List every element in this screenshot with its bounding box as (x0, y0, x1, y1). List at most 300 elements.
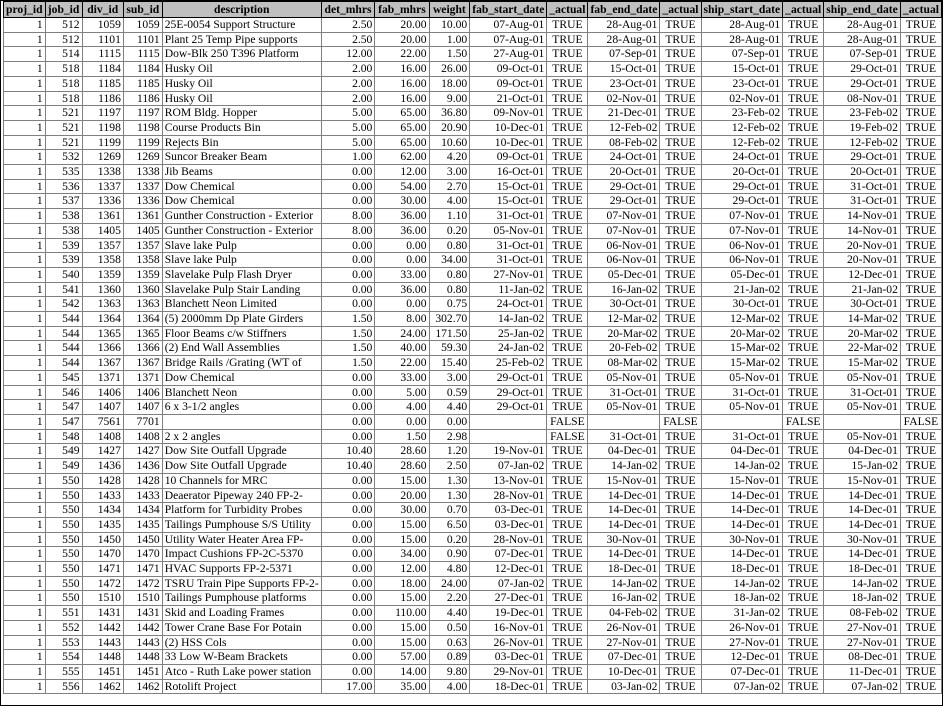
cell-fab-mhrs[interactable]: 14.00 (375, 664, 429, 679)
cell-fs-actual[interactable]: TRUE (547, 635, 588, 650)
cell-div-id[interactable]: 1407 (82, 400, 123, 415)
cell-fab-start-date[interactable]: 28-Nov-01 (470, 488, 547, 503)
cell-fab-start-date[interactable]: 19-Nov-01 (470, 444, 547, 459)
cell-ship-end-date[interactable]: 31-Oct-01 (824, 385, 901, 400)
cell-fab-mhrs[interactable]: 33.00 (375, 370, 429, 385)
cell-se-actual[interactable]: TRUE (900, 297, 941, 312)
cell-div-id[interactable]: 1448 (82, 650, 123, 665)
cell-ship-end-date[interactable]: 14-Dec-01 (824, 503, 901, 518)
cell-ss-actual[interactable]: TRUE (783, 562, 824, 577)
cell-proj-id[interactable]: 1 (4, 297, 46, 312)
cell-proj-id[interactable]: 1 (4, 591, 46, 606)
cell-div-id[interactable]: 1443 (82, 635, 123, 650)
cell-ship-end-date[interactable]: 22-Mar-02 (824, 341, 901, 356)
cell-fab-start-date[interactable] (470, 429, 547, 444)
cell-fab-end-date[interactable]: 14-Dec-01 (588, 503, 660, 518)
cell-job-id[interactable]: 546 (45, 385, 82, 400)
cell-fs-actual[interactable]: TRUE (547, 62, 588, 77)
cell-proj-id[interactable]: 1 (4, 547, 46, 562)
cell-ship-start-date[interactable]: 27-Nov-01 (701, 635, 783, 650)
cell-job-id[interactable]: 550 (45, 547, 82, 562)
cell-det-mhrs[interactable]: 0.00 (321, 400, 375, 415)
table-row[interactable] (4, 62, 942, 77)
cell-ss-actual[interactable]: TRUE (783, 473, 824, 488)
cell-fab-start-date[interactable]: 07-Jan-02 (470, 459, 547, 474)
cell-description[interactable]: Husky Oil (162, 91, 321, 106)
cell-se-actual[interactable]: TRUE (900, 47, 941, 62)
cell-fab-end-date[interactable]: 12-Mar-02 (588, 312, 660, 327)
cell-fs-actual[interactable]: TRUE (547, 370, 588, 385)
cell-fab-mhrs[interactable]: 62.00 (375, 150, 429, 165)
cell-weight[interactable]: 4.00 (429, 679, 470, 694)
cell-fab-mhrs[interactable]: 36.00 (375, 282, 429, 297)
cell-fab-start-date[interactable]: 15-Oct-01 (470, 194, 547, 209)
cell-div-id[interactable]: 1198 (82, 120, 123, 135)
cell-div-id[interactable]: 1435 (82, 517, 123, 532)
cell-description[interactable] (162, 414, 321, 429)
cell-ss-actual[interactable]: TRUE (783, 429, 824, 444)
cell-fe-actual[interactable]: FALSE (660, 414, 701, 429)
table-row[interactable] (4, 135, 942, 150)
cell-div-id[interactable]: 1186 (82, 91, 123, 106)
cell-fe-actual[interactable]: TRUE (660, 120, 701, 135)
cell-description[interactable]: Dow Site Outfall Upgrade (162, 459, 321, 474)
cell-div-id[interactable]: 1471 (82, 562, 123, 577)
cell-fs-actual[interactable]: TRUE (547, 517, 588, 532)
cell-det-mhrs[interactable]: 0.00 (321, 532, 375, 547)
cell-div-id[interactable]: 1360 (82, 282, 123, 297)
cell-fab-mhrs[interactable]: 16.00 (375, 91, 429, 106)
cell-ship-end-date[interactable]: 05-Nov-01 (824, 400, 901, 415)
cell-fab-mhrs[interactable]: 12.00 (375, 562, 429, 577)
cell-ship-start-date[interactable]: 07-Nov-01 (701, 209, 783, 224)
column-header-ship-start-date[interactable]: ship_start_date (701, 2, 783, 18)
cell-sub-id[interactable]: 1367 (123, 356, 162, 371)
cell-fab-mhrs[interactable]: 28.60 (375, 459, 429, 474)
cell-sub-id[interactable]: 1363 (123, 297, 162, 312)
cell-ship-start-date[interactable]: 15-Mar-02 (701, 356, 783, 371)
cell-ship-start-date[interactable]: 12-Dec-01 (701, 650, 783, 665)
cell-description[interactable]: Impact Cushions FP-2C-5370 (162, 547, 321, 562)
cell-fab-mhrs[interactable]: 24.00 (375, 326, 429, 341)
cell-ship-start-date[interactable]: 15-Nov-01 (701, 473, 783, 488)
cell-det-mhrs[interactable]: 0.00 (321, 253, 375, 268)
cell-fe-actual[interactable]: TRUE (660, 47, 701, 62)
cell-proj-id[interactable]: 1 (4, 620, 46, 635)
table-row[interactable] (4, 679, 942, 694)
cell-det-mhrs[interactable]: 0.00 (321, 664, 375, 679)
cell-proj-id[interactable]: 1 (4, 91, 46, 106)
cell-fab-end-date[interactable]: 20-Oct-01 (588, 165, 660, 180)
cell-ship-end-date[interactable]: 18-Dec-01 (824, 562, 901, 577)
cell-fe-actual[interactable]: TRUE (660, 606, 701, 621)
cell-fab-end-date[interactable]: 07-Nov-01 (588, 223, 660, 238)
cell-fs-actual[interactable]: TRUE (547, 620, 588, 635)
cell-fab-end-date[interactable]: 28-Aug-01 (588, 18, 660, 33)
cell-fab-end-date[interactable]: 28-Aug-01 (588, 32, 660, 47)
cell-weight[interactable]: 9.00 (429, 91, 470, 106)
cell-fe-actual[interactable]: TRUE (660, 18, 701, 33)
cell-job-id[interactable]: 550 (45, 591, 82, 606)
cell-det-mhrs[interactable]: 2.50 (321, 32, 375, 47)
cell-sub-id[interactable]: 1407 (123, 400, 162, 415)
cell-weight[interactable]: 2.70 (429, 179, 470, 194)
cell-ship-end-date[interactable]: 08-Feb-02 (824, 606, 901, 621)
cell-proj-id[interactable]: 1 (4, 473, 46, 488)
cell-ss-actual[interactable]: TRUE (783, 253, 824, 268)
cell-ship-end-date[interactable]: 28-Aug-01 (824, 32, 901, 47)
cell-fab-mhrs[interactable]: 20.00 (375, 18, 429, 33)
table-row[interactable] (4, 238, 942, 253)
cell-weight[interactable]: 0.50 (429, 620, 470, 635)
cell-fab-end-date[interactable]: 07-Sep-01 (588, 47, 660, 62)
column-header-description[interactable]: description (162, 2, 321, 18)
cell-fab-end-date[interactable]: 07-Dec-01 (588, 650, 660, 665)
cell-proj-id[interactable]: 1 (4, 341, 46, 356)
cell-sub-id[interactable]: 1364 (123, 312, 162, 327)
cell-det-mhrs[interactable]: 0.00 (321, 267, 375, 282)
cell-fs-actual[interactable]: TRUE (547, 179, 588, 194)
cell-ship-end-date[interactable]: 21-Jan-02 (824, 282, 901, 297)
cell-proj-id[interactable]: 1 (4, 150, 46, 165)
cell-div-id[interactable]: 1365 (82, 326, 123, 341)
cell-fab-start-date[interactable] (470, 414, 547, 429)
cell-fab-mhrs[interactable]: 20.00 (375, 488, 429, 503)
cell-fab-end-date[interactable]: 18-Dec-01 (588, 562, 660, 577)
cell-fab-end-date[interactable]: 31-Oct-01 (588, 429, 660, 444)
table-row[interactable] (4, 562, 942, 577)
cell-job-id[interactable]: 537 (45, 194, 82, 209)
cell-proj-id[interactable]: 1 (4, 179, 46, 194)
cell-ss-actual[interactable]: TRUE (783, 165, 824, 180)
cell-job-id[interactable]: 541 (45, 282, 82, 297)
cell-ship-start-date[interactable]: 05-Nov-01 (701, 370, 783, 385)
cell-ship-end-date[interactable]: 14-Nov-01 (824, 209, 901, 224)
cell-fs-actual[interactable]: TRUE (547, 385, 588, 400)
cell-ss-actual[interactable]: TRUE (783, 400, 824, 415)
cell-ss-actual[interactable]: TRUE (783, 18, 824, 33)
cell-ship-end-date[interactable]: 28-Aug-01 (824, 18, 901, 33)
cell-div-id[interactable]: 1472 (82, 576, 123, 591)
cell-proj-id[interactable]: 1 (4, 312, 46, 327)
cell-se-actual[interactable]: TRUE (900, 76, 941, 91)
cell-ship-start-date[interactable]: 12-Feb-02 (701, 120, 783, 135)
cell-fab-end-date[interactable]: 26-Nov-01 (588, 620, 660, 635)
cell-se-actual[interactable]: TRUE (900, 547, 941, 562)
table-row[interactable] (4, 18, 942, 33)
cell-div-id[interactable]: 1199 (82, 135, 123, 150)
cell-fe-actual[interactable]: TRUE (660, 459, 701, 474)
cell-div-id[interactable]: 1450 (82, 532, 123, 547)
column-header-proj-id[interactable]: proj_id (4, 2, 46, 18)
cell-weight[interactable]: 18.00 (429, 76, 470, 91)
cell-det-mhrs[interactable]: 0.00 (321, 238, 375, 253)
cell-fab-end-date[interactable]: 30-Nov-01 (588, 532, 660, 547)
cell-fab-end-date[interactable]: 12-Feb-02 (588, 120, 660, 135)
cell-proj-id[interactable]: 1 (4, 385, 46, 400)
cell-fs-actual[interactable]: TRUE (547, 47, 588, 62)
cell-se-actual[interactable]: FALSE (900, 414, 941, 429)
cell-div-id[interactable]: 1359 (82, 267, 123, 282)
cell-job-id[interactable]: 512 (45, 18, 82, 33)
table-row[interactable] (4, 517, 942, 532)
cell-sub-id[interactable]: 1059 (123, 18, 162, 33)
cell-weight[interactable]: 24.00 (429, 576, 470, 591)
cell-div-id[interactable]: 1510 (82, 591, 123, 606)
cell-weight[interactable]: 1.30 (429, 488, 470, 503)
cell-ship-start-date[interactable]: 14-Dec-01 (701, 503, 783, 518)
cell-job-id[interactable]: 532 (45, 150, 82, 165)
cell-ss-actual[interactable]: TRUE (783, 223, 824, 238)
cell-sub-id[interactable]: 1442 (123, 620, 162, 635)
table-row[interactable] (4, 179, 942, 194)
cell-description[interactable]: Tailings Pumphouse S/S Utility (162, 517, 321, 532)
cell-job-id[interactable]: 521 (45, 120, 82, 135)
cell-description[interactable]: Utility Water Heater Area FP- (162, 532, 321, 547)
table-row[interactable] (4, 356, 942, 371)
cell-proj-id[interactable]: 1 (4, 135, 46, 150)
cell-fab-end-date[interactable]: 20-Mar-02 (588, 326, 660, 341)
table-row[interactable] (4, 635, 942, 650)
cell-fab-start-date[interactable]: 03-Dec-01 (470, 650, 547, 665)
cell-weight[interactable]: 6.50 (429, 517, 470, 532)
table-row[interactable] (4, 532, 942, 547)
cell-ship-end-date[interactable]: 14-Dec-01 (824, 547, 901, 562)
cell-ship-end-date[interactable]: 11-Dec-01 (824, 664, 901, 679)
cell-det-mhrs[interactable]: 0.00 (321, 194, 375, 209)
cell-ss-actual[interactable]: TRUE (783, 679, 824, 694)
cell-fab-start-date[interactable]: 09-Oct-01 (470, 76, 547, 91)
cell-fs-actual[interactable]: TRUE (547, 547, 588, 562)
cell-job-id[interactable]: 535 (45, 165, 82, 180)
cell-fe-actual[interactable]: TRUE (660, 488, 701, 503)
table-row[interactable] (4, 106, 942, 121)
cell-ship-start-date[interactable]: 15-Mar-02 (701, 341, 783, 356)
cell-det-mhrs[interactable]: 1.50 (321, 312, 375, 327)
cell-sub-id[interactable]: 1428 (123, 473, 162, 488)
cell-fab-end-date[interactable]: 29-Oct-01 (588, 194, 660, 209)
cell-fe-actual[interactable]: TRUE (660, 635, 701, 650)
cell-fab-mhrs[interactable]: 15.00 (375, 591, 429, 606)
cell-job-id[interactable]: 538 (45, 209, 82, 224)
cell-fe-actual[interactable]: TRUE (660, 106, 701, 121)
cell-sub-id[interactable]: 1431 (123, 606, 162, 621)
cell-fab-start-date[interactable]: 07-Dec-01 (470, 547, 547, 562)
cell-det-mhrs[interactable]: 12.00 (321, 47, 375, 62)
cell-weight[interactable]: 3.00 (429, 370, 470, 385)
cell-description[interactable]: Dow Chemical (162, 179, 321, 194)
cell-div-id[interactable]: 1371 (82, 370, 123, 385)
cell-fe-actual[interactable]: TRUE (660, 165, 701, 180)
cell-se-actual[interactable]: TRUE (900, 576, 941, 591)
cell-det-mhrs[interactable]: 0.00 (321, 165, 375, 180)
cell-fab-start-date[interactable]: 27-Dec-01 (470, 591, 547, 606)
table-row[interactable] (4, 150, 942, 165)
cell-fe-actual[interactable]: TRUE (660, 664, 701, 679)
table-row[interactable] (4, 473, 942, 488)
cell-description[interactable]: Platform for Turbidity Probes (162, 503, 321, 518)
cell-fab-start-date[interactable]: 10-Dec-01 (470, 120, 547, 135)
cell-weight[interactable]: 9.80 (429, 664, 470, 679)
cell-ship-start-date[interactable]: 07-Jan-02 (701, 679, 783, 694)
cell-fs-actual[interactable]: FALSE (547, 414, 588, 429)
cell-sub-id[interactable]: 1365 (123, 326, 162, 341)
cell-ship-start-date[interactable]: 14-Dec-01 (701, 517, 783, 532)
cell-ship-start-date[interactable]: 05-Nov-01 (701, 400, 783, 415)
cell-se-actual[interactable]: TRUE (900, 194, 941, 209)
cell-div-id[interactable]: 1184 (82, 62, 123, 77)
cell-ship-start-date[interactable]: 29-Oct-01 (701, 179, 783, 194)
cell-job-id[interactable]: 549 (45, 444, 82, 459)
cell-sub-id[interactable]: 1269 (123, 150, 162, 165)
cell-div-id[interactable]: 1101 (82, 32, 123, 47)
cell-se-actual[interactable]: TRUE (900, 517, 941, 532)
cell-div-id[interactable]: 1269 (82, 150, 123, 165)
cell-fab-mhrs[interactable]: 36.00 (375, 223, 429, 238)
cell-fab-start-date[interactable]: 27-Nov-01 (470, 267, 547, 282)
column-header-se-actual[interactable]: _actual (900, 2, 941, 18)
cell-ship-end-date[interactable]: 20-Oct-01 (824, 165, 901, 180)
cell-fab-start-date[interactable]: 07-Aug-01 (470, 32, 547, 47)
cell-fe-actual[interactable]: TRUE (660, 238, 701, 253)
cell-proj-id[interactable]: 1 (4, 562, 46, 577)
cell-fe-actual[interactable]: TRUE (660, 223, 701, 238)
cell-job-id[interactable]: 544 (45, 356, 82, 371)
cell-fab-mhrs[interactable]: 65.00 (375, 120, 429, 135)
table-row[interactable] (4, 47, 942, 62)
cell-ss-actual[interactable]: TRUE (783, 32, 824, 47)
cell-fab-mhrs[interactable]: 0.00 (375, 253, 429, 268)
cell-description[interactable]: Atco - Ruth Lake power station (162, 664, 321, 679)
cell-description[interactable]: Plant 25 Temp Pipe supports (162, 32, 321, 47)
cell-fab-mhrs[interactable]: 0.00 (375, 414, 429, 429)
cell-fab-start-date[interactable]: 31-Oct-01 (470, 238, 547, 253)
cell-description[interactable]: Bridge Rails /Grating (WT of (162, 356, 321, 371)
cell-fab-start-date[interactable]: 10-Dec-01 (470, 135, 547, 150)
cell-fab-mhrs[interactable]: 15.00 (375, 473, 429, 488)
cell-det-mhrs[interactable]: 0.00 (321, 650, 375, 665)
cell-sub-id[interactable]: 1360 (123, 282, 162, 297)
table-row[interactable] (4, 282, 942, 297)
cell-sub-id[interactable]: 1357 (123, 238, 162, 253)
cell-ship-start-date[interactable]: 29-Oct-01 (701, 194, 783, 209)
cell-fab-start-date[interactable]: 16-Nov-01 (470, 620, 547, 635)
cell-fab-end-date[interactable]: 10-Dec-01 (588, 664, 660, 679)
cell-job-id[interactable]: 550 (45, 576, 82, 591)
cell-det-mhrs[interactable]: 5.00 (321, 135, 375, 150)
table-row[interactable] (4, 326, 942, 341)
cell-fs-actual[interactable]: TRUE (547, 444, 588, 459)
cell-fab-start-date[interactable]: 16-Oct-01 (470, 165, 547, 180)
cell-se-actual[interactable]: TRUE (900, 238, 941, 253)
cell-se-actual[interactable]: TRUE (900, 223, 941, 238)
table-row[interactable] (4, 606, 942, 621)
column-header-fab-mhrs[interactable]: fab_mhrs (375, 2, 429, 18)
cell-fs-actual[interactable]: TRUE (547, 253, 588, 268)
cell-description[interactable]: 2 x 2 angles (162, 429, 321, 444)
cell-ship-end-date[interactable]: 14-Jan-02 (824, 576, 901, 591)
table-row[interactable] (4, 341, 942, 356)
cell-weight[interactable]: 0.89 (429, 650, 470, 665)
cell-weight[interactable]: 4.80 (429, 562, 470, 577)
cell-det-mhrs[interactable]: 1.50 (321, 326, 375, 341)
cell-job-id[interactable]: 550 (45, 488, 82, 503)
cell-fe-actual[interactable]: TRUE (660, 620, 701, 635)
column-header-fab-start-date[interactable]: fab_start_date (470, 2, 547, 18)
cell-sub-id[interactable]: 1336 (123, 194, 162, 209)
cell-se-actual[interactable]: TRUE (900, 370, 941, 385)
cell-fs-actual[interactable]: TRUE (547, 91, 588, 106)
cell-description[interactable]: Gunther Construction - Exterior (162, 209, 321, 224)
cell-description[interactable]: (5) 2000mm Dp Plate Girders (162, 312, 321, 327)
table-row[interactable] (4, 223, 942, 238)
cell-job-id[interactable]: 549 (45, 459, 82, 474)
cell-fab-mhrs[interactable]: 12.00 (375, 165, 429, 180)
cell-weight[interactable]: 34.00 (429, 253, 470, 268)
cell-fab-mhrs[interactable]: 15.00 (375, 620, 429, 635)
cell-fs-actual[interactable]: TRUE (547, 459, 588, 474)
cell-proj-id[interactable]: 1 (4, 106, 46, 121)
cell-se-actual[interactable]: TRUE (900, 32, 941, 47)
cell-job-id[interactable]: 512 (45, 32, 82, 47)
cell-det-mhrs[interactable]: 0.00 (321, 547, 375, 562)
cell-job-id[interactable]: 550 (45, 517, 82, 532)
table-row[interactable] (4, 385, 942, 400)
cell-fe-actual[interactable]: TRUE (660, 562, 701, 577)
cell-div-id[interactable]: 1336 (82, 194, 123, 209)
cell-fe-actual[interactable]: TRUE (660, 326, 701, 341)
cell-fab-end-date[interactable]: 14-Dec-01 (588, 547, 660, 562)
cell-fab-start-date[interactable]: 05-Nov-01 (470, 223, 547, 238)
cell-proj-id[interactable]: 1 (4, 238, 46, 253)
cell-proj-id[interactable]: 1 (4, 32, 46, 47)
cell-job-id[interactable]: 544 (45, 312, 82, 327)
cell-description[interactable]: Deaerator Pipeway 240 FP-2- (162, 488, 321, 503)
table-row[interactable] (4, 400, 942, 415)
cell-div-id[interactable]: 1361 (82, 209, 123, 224)
cell-weight[interactable]: 0.00 (429, 414, 470, 429)
cell-fab-start-date[interactable]: 29-Oct-01 (470, 370, 547, 385)
cell-div-id[interactable]: 1436 (82, 459, 123, 474)
cell-fab-start-date[interactable]: 09-Oct-01 (470, 150, 547, 165)
table-row[interactable] (4, 253, 942, 268)
cell-se-actual[interactable]: TRUE (900, 120, 941, 135)
cell-fs-actual[interactable]: TRUE (547, 223, 588, 238)
cell-det-mhrs[interactable]: 0.00 (321, 591, 375, 606)
cell-fab-mhrs[interactable]: 57.00 (375, 650, 429, 665)
cell-fab-end-date[interactable]: 14-Jan-02 (588, 576, 660, 591)
cell-ship-start-date[interactable]: 28-Aug-01 (701, 18, 783, 33)
cell-proj-id[interactable]: 1 (4, 635, 46, 650)
cell-fs-actual[interactable]: TRUE (547, 32, 588, 47)
cell-job-id[interactable]: 536 (45, 179, 82, 194)
cell-ship-start-date[interactable]: 14-Dec-01 (701, 488, 783, 503)
cell-job-id[interactable]: 556 (45, 679, 82, 694)
cell-proj-id[interactable]: 1 (4, 253, 46, 268)
cell-ship-end-date[interactable]: 05-Nov-01 (824, 370, 901, 385)
cell-sub-id[interactable]: 1433 (123, 488, 162, 503)
cell-job-id[interactable]: 542 (45, 297, 82, 312)
cell-proj-id[interactable]: 1 (4, 120, 46, 135)
cell-fe-actual[interactable]: TRUE (660, 532, 701, 547)
cell-ship-start-date[interactable]: 12-Feb-02 (701, 135, 783, 150)
cell-job-id[interactable]: 545 (45, 370, 82, 385)
cell-proj-id[interactable]: 1 (4, 503, 46, 518)
cell-job-id[interactable]: 548 (45, 429, 82, 444)
cell-fe-actual[interactable]: TRUE (660, 282, 701, 297)
cell-weight[interactable]: 26.00 (429, 62, 470, 77)
cell-proj-id[interactable]: 1 (4, 62, 46, 77)
